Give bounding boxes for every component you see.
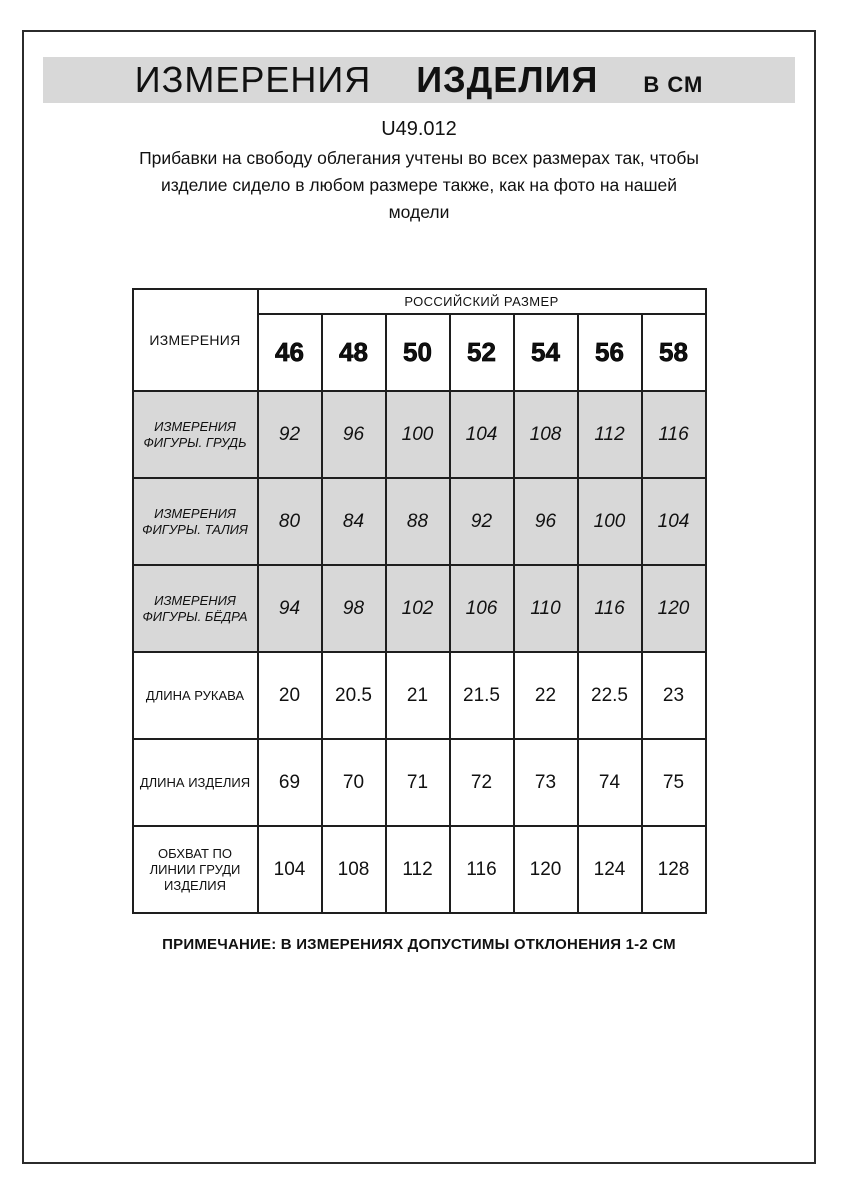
value-cell: 22 <box>514 652 578 739</box>
table-header-group-row <box>133 289 706 314</box>
value-cell: 128 <box>642 826 706 913</box>
value-cell: 20 <box>258 652 322 739</box>
table-row <box>133 565 706 652</box>
page-border <box>22 30 816 1164</box>
value-cell: 70 <box>322 739 386 826</box>
row-label-cell: ИЗМЕРЕНИЯ ФИГУРЫ. ГРУДЬ <box>133 391 258 478</box>
value-cell: 100 <box>386 391 450 478</box>
value-cell: 104 <box>258 826 322 913</box>
size-header-cell: 56 <box>578 314 642 391</box>
title-measurements: ИЗМЕРЕНИЯ <box>134 59 372 100</box>
table-row <box>133 652 706 739</box>
value-cell: 75 <box>642 739 706 826</box>
corner-header-cell: ИЗМЕРЕНИЯ <box>133 289 258 391</box>
fit-description: Прибавки на свободу облегания учтены во всех размерах так, чтобы изделие сидело в любом размере также, как на фото на нашей модели <box>139 148 699 222</box>
value-cell: 100 <box>578 478 642 565</box>
value-cell: 116 <box>450 826 514 913</box>
row-label-cell: ОБХВАТ ПО ЛИНИИ ГРУДИ ИЗДЕЛИЯ <box>133 826 258 913</box>
size-header-cell: 48 <box>322 314 386 391</box>
table-row <box>133 739 706 826</box>
size-table <box>132 288 707 914</box>
title-product: ИЗДЕЛИЯ <box>416 59 599 100</box>
row-label-cell: ДЛИНА РУКАВА <box>133 652 258 739</box>
title-unit: В СМ <box>643 72 704 97</box>
value-cell: 108 <box>514 391 578 478</box>
value-cell: 80 <box>258 478 322 565</box>
size-header-cell: 46 <box>258 314 322 391</box>
row-label-cell: ДЛИНА ИЗДЕЛИЯ <box>133 739 258 826</box>
value-cell: 110 <box>514 565 578 652</box>
size-header-cell: 52 <box>450 314 514 391</box>
value-cell: 84 <box>322 478 386 565</box>
size-header-cell: 58 <box>642 314 706 391</box>
value-cell: 94 <box>258 565 322 652</box>
value-cell: 116 <box>578 565 642 652</box>
tolerance-note: ПРИМЕЧАНИЕ: В ИЗМЕРЕНИЯХ ДОПУСТИМЫ ОТКЛОНЕНИЯ 1-2 СМ <box>162 936 676 953</box>
row-label-cell: ИЗМЕРЕНИЯ ФИГУРЫ. БЁДРА <box>133 565 258 652</box>
value-cell: 112 <box>578 391 642 478</box>
product-code: U49.012 <box>381 118 457 140</box>
value-cell: 74 <box>578 739 642 826</box>
value-cell: 88 <box>386 478 450 565</box>
size-header-cell: 54 <box>514 314 578 391</box>
title-bar <box>43 57 795 103</box>
value-cell: 72 <box>450 739 514 826</box>
value-cell: 124 <box>578 826 642 913</box>
value-cell: 112 <box>386 826 450 913</box>
size-group-header-cell: РОССИЙСКИЙ РАЗМЕР <box>258 289 706 314</box>
value-cell: 98 <box>322 565 386 652</box>
value-cell: 108 <box>322 826 386 913</box>
value-cell: 20.5 <box>322 652 386 739</box>
value-cell: 120 <box>514 826 578 913</box>
table-row <box>133 826 706 913</box>
table-row <box>133 391 706 478</box>
value-cell: 120 <box>642 565 706 652</box>
value-cell: 22.5 <box>578 652 642 739</box>
value-cell: 92 <box>450 478 514 565</box>
value-cell: 104 <box>642 478 706 565</box>
value-cell: 102 <box>386 565 450 652</box>
value-cell: 73 <box>514 739 578 826</box>
value-cell: 23 <box>642 652 706 739</box>
value-cell: 92 <box>258 391 322 478</box>
value-cell: 21 <box>386 652 450 739</box>
value-cell: 69 <box>258 739 322 826</box>
value-cell: 21.5 <box>450 652 514 739</box>
size-header-cell: 50 <box>386 314 450 391</box>
value-cell: 96 <box>514 478 578 565</box>
value-cell: 71 <box>386 739 450 826</box>
value-cell: 116 <box>642 391 706 478</box>
table-row <box>133 478 706 565</box>
row-label-cell: ИЗМЕРЕНИЯ ФИГУРЫ. ТАЛИЯ <box>133 478 258 565</box>
value-cell: 106 <box>450 565 514 652</box>
value-cell: 104 <box>450 391 514 478</box>
value-cell: 96 <box>322 391 386 478</box>
